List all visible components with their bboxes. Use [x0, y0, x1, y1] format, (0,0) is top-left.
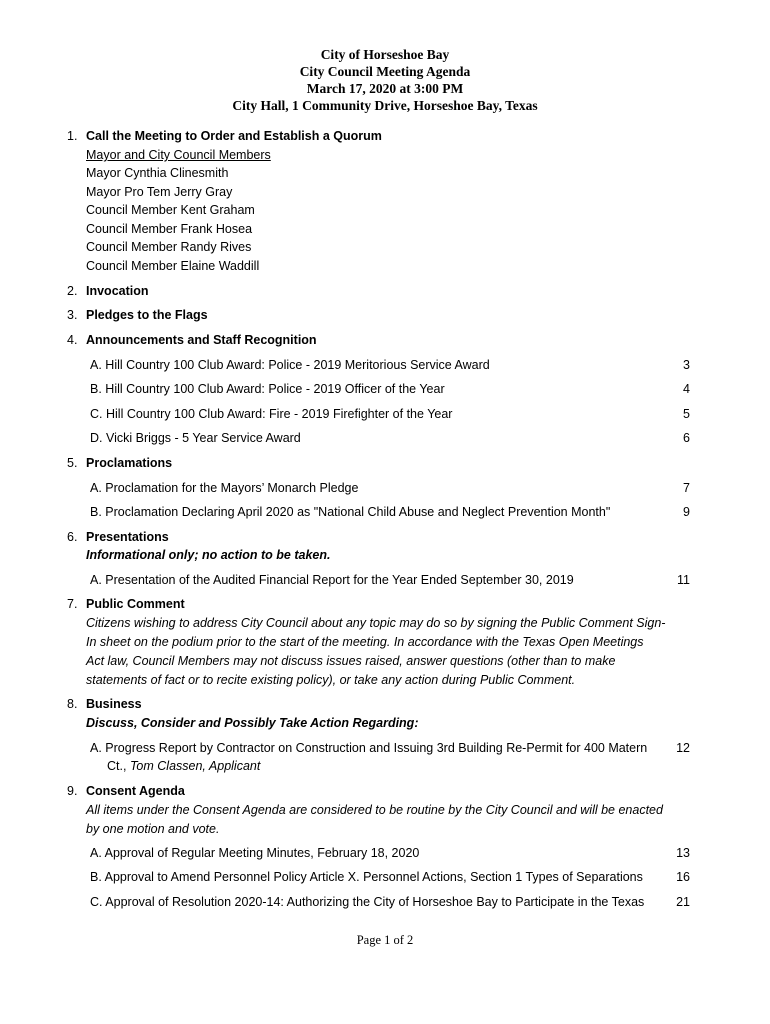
public-comment-text-line: Act law, Council Members may not discuss issues raised, answer questions (other than to make	[86, 654, 616, 668]
subitem-text: Proclamation Declaring April 2020 as "National Child Abuse and Neglect Prevention Month"	[105, 505, 611, 519]
page-number: Page 1 of 2	[356, 933, 414, 947]
header-title: City Council Meeting Agenda	[299, 64, 471, 79]
subitem-continuation	[107, 759, 260, 773]
item-number: 8.	[67, 697, 78, 711]
subitem-text: Hill Country 100 Club Award: Police - 2019 Officer of the Year	[105, 382, 445, 396]
public-comment-text-line: In sheet on the podium prior to the start of the meeting. In accordance with the Texas Open Meetings	[86, 635, 644, 649]
subitem-row	[90, 870, 643, 884]
subitem-letter: C.	[90, 407, 103, 421]
item-heading-consent-agenda: Consent Agenda	[86, 784, 185, 798]
subitem-page: 4	[683, 382, 690, 396]
subitem-letter: A.	[90, 481, 102, 495]
member-name: Council Member Elaine Waddill	[86, 259, 260, 273]
subitem-letter: A.	[90, 358, 102, 372]
subitem-page: 3	[683, 358, 690, 372]
header-location: City Hall, 1 Community Drive, Horseshoe Bay, Texas	[232, 98, 538, 113]
subitem-letter: C.	[90, 895, 103, 909]
subitem-page: 21	[676, 895, 690, 909]
subitem-letter: A.	[90, 846, 102, 860]
members-heading: Mayor and City Council Members	[86, 148, 271, 162]
subitem-page: 12	[676, 741, 690, 755]
subitem-page: 6	[683, 431, 690, 445]
subitem-text: Hill Country 100 Club Award: Fire - 2019 Firefighter of the Year	[105, 407, 453, 421]
subitem-text: Vicki Briggs - 5 Year Service Award	[105, 431, 301, 445]
item-note: Discuss, Consider and Possibly Take Action Regarding:	[86, 716, 419, 730]
item-number: 5.	[67, 456, 78, 470]
header-date: March 17, 2020 at 3:00 PM	[306, 81, 464, 96]
item-number: 1.	[67, 129, 78, 143]
subitem-text-cont: Ct.,	[107, 759, 127, 773]
item-number: 7.	[67, 597, 78, 611]
subitem-text: Approval of Regular Meeting Minutes, February 18, 2020	[104, 846, 420, 860]
subitem-row	[90, 358, 490, 372]
subitem-text: Proclamation for the Mayors’ Monarch Pledge	[105, 481, 359, 495]
subitem-row	[90, 505, 610, 519]
subitem-text: Presentation of the Audited Financial Report for the Year Ended September 30, 2019	[105, 573, 574, 587]
subitem-page: 13	[676, 846, 690, 860]
subitem-row	[90, 895, 644, 909]
subitem-letter: A.	[90, 573, 102, 587]
item-heading-announcements: Announcements and Staff Recognition	[86, 333, 317, 347]
item-note: Informational only; no action to be taken.	[86, 548, 331, 562]
applicant-name: Tom Classen, Applicant	[129, 759, 261, 773]
member-name: Council Member Kent Graham	[86, 203, 255, 217]
subitem-text: Approval of Resolution 2020-14: Authorizing the City of Horseshoe Bay to Participate in the Texas	[105, 895, 645, 909]
subitem-text: Approval to Amend Personnel Policy Article X. Personnel Actions, Section 1 Types of Separations	[104, 870, 643, 884]
subitem-row	[90, 573, 574, 587]
item-heading-pledges: Pledges to the Flags	[86, 308, 208, 322]
item-heading-proclamations: Proclamations	[86, 456, 173, 470]
subitem-letter: B.	[90, 870, 102, 884]
agenda-header	[0, 46, 770, 114]
subitem-letter: B.	[90, 382, 102, 396]
subitem-letter: A.	[90, 741, 102, 755]
item-heading-business: Business	[86, 697, 142, 711]
subitem-page: 7	[683, 481, 690, 495]
subitem-text: Hill Country 100 Club Award: Police - 2019 Meritorious Service Award	[105, 358, 490, 372]
item-number: 3.	[67, 308, 78, 322]
item-number: 4.	[67, 333, 78, 347]
subitem-page: 16	[676, 870, 690, 884]
subitem-letter: B.	[90, 505, 102, 519]
public-comment-text-line: statements of fact or to recite existing policy), or take any action during Public Comment.	[86, 673, 576, 687]
item-heading-invocation: Invocation	[86, 284, 149, 298]
subitem-page: 5	[683, 407, 690, 421]
member-name: Council Member Randy Rives	[86, 240, 252, 254]
item-number: 2.	[67, 284, 78, 298]
subitem-page: 11	[677, 573, 690, 587]
subitem-row	[90, 382, 445, 396]
subitem-row	[90, 481, 358, 495]
item-heading-call-to-order: Call the Meeting to Order and Establish a Quorum	[86, 129, 382, 143]
public-comment-text-line: Citizens wishing to address City Council about any topic may do so by signing the Public Comment Sign-	[86, 616, 666, 630]
subitem-row	[90, 431, 301, 445]
member-name: Mayor Pro Tem Jerry Gray	[86, 185, 233, 199]
consent-text-line: All items under the Consent Agenda are considered to be routine by the City Council and will be enacted	[86, 803, 663, 817]
item-number: 6.	[67, 530, 78, 544]
item-heading-presentations: Presentations	[86, 530, 169, 544]
subitem-page: 9	[683, 505, 690, 519]
item-heading-public-comment: Public Comment	[86, 597, 185, 611]
member-name: Council Member Frank Hosea	[86, 222, 253, 236]
subitem-text: Progress Report by Contractor on Construction and Issuing 3rd Building Re-Permit for 400 Matern	[105, 741, 648, 755]
item-number: 9.	[67, 784, 78, 798]
consent-text-line: by one motion and vote.	[86, 822, 220, 836]
member-name: Mayor Cynthia Clinesmith	[86, 166, 229, 180]
subitem-row	[90, 741, 647, 755]
subitem-row	[90, 407, 452, 421]
subitem-row	[90, 846, 419, 860]
header-city: City of Horseshoe Bay	[320, 47, 450, 62]
subitem-letter: D.	[90, 431, 103, 445]
